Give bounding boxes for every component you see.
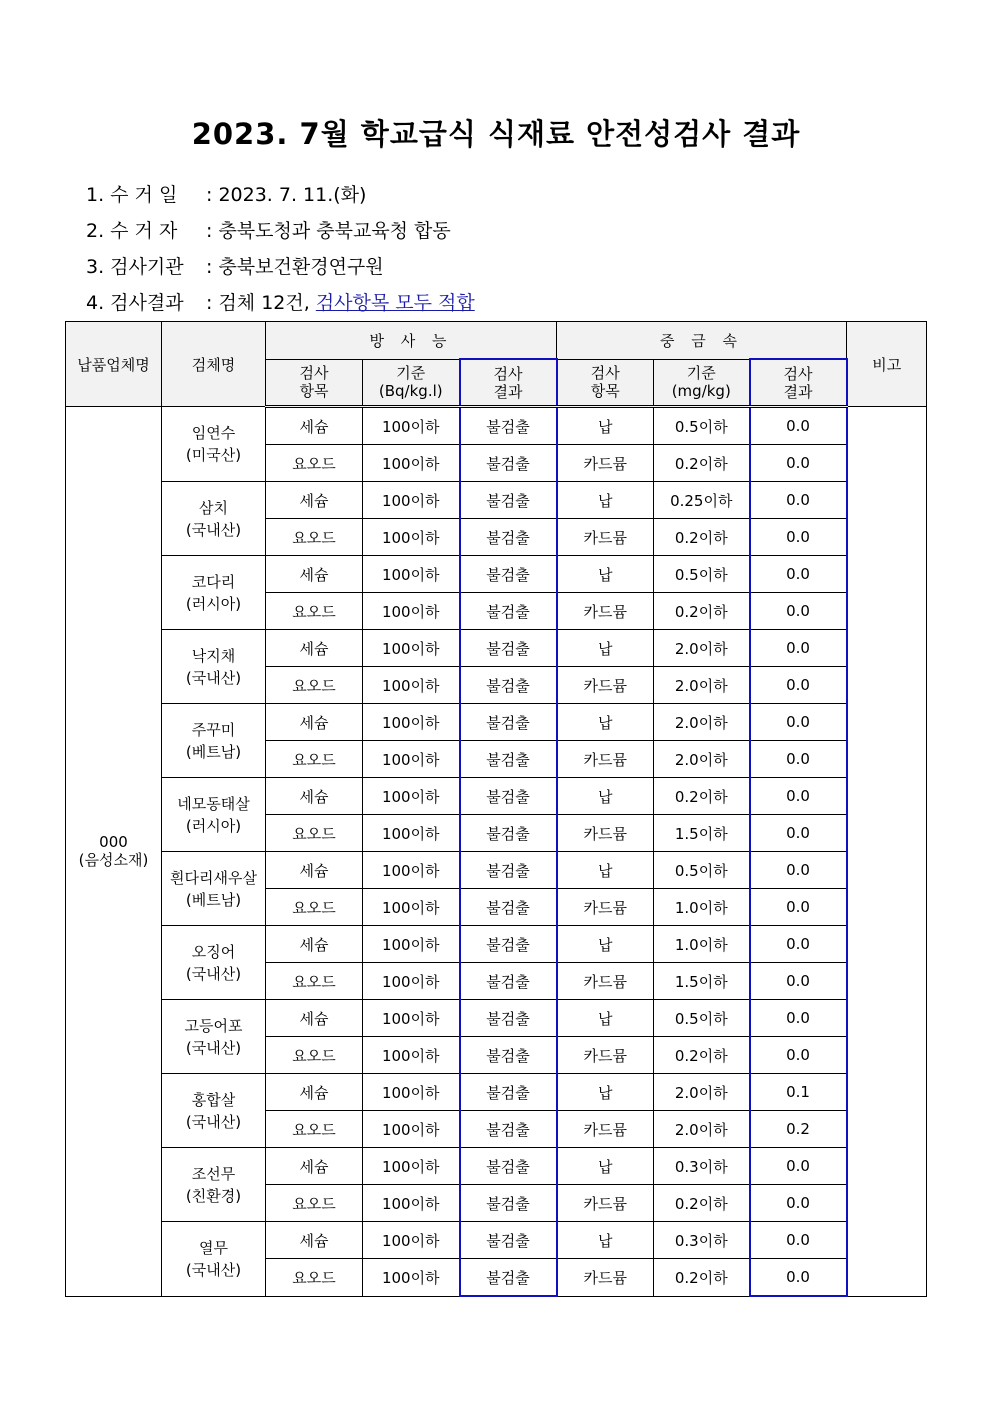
rad-result-cell: 불검출 — [460, 963, 557, 1000]
rad-result-cell: 불검출 — [460, 1111, 557, 1148]
hm-standard-cell: 2.0이하 — [654, 667, 750, 704]
table-row — [66, 704, 927, 741]
rad-standard-cell: 100이하 — [363, 963, 460, 1000]
hm-standard-cell: 0.2이하 — [654, 1037, 750, 1074]
rad-item-cell: 세슘 — [266, 630, 363, 667]
table-row — [66, 852, 927, 889]
hm-standard-cell: 1.0이하 — [654, 889, 750, 926]
rad-item-cell: 요오드 — [266, 667, 363, 704]
info-label: 2. 수 거 자 — [86, 220, 178, 242]
result-link[interactable]: 검사항목 모두 적합 — [315, 292, 475, 314]
hm-item-cell: 카드뮴 — [557, 593, 654, 630]
sample-origin: (친환경) — [185, 1186, 242, 1205]
hm-item-cell: 카드뮴 — [557, 1259, 654, 1297]
header-hm-standard: 기준 (mg/kg) — [654, 359, 750, 407]
rad-item-cell: 요오드 — [266, 741, 363, 778]
rad-standard-cell: 100이하 — [363, 482, 460, 519]
hm-item-cell: 납 — [557, 482, 654, 519]
rad-standard-cell: 100이하 — [363, 815, 460, 852]
hm-item-cell: 납 — [557, 926, 654, 963]
hm-standard-cell: 2.0이하 — [654, 630, 750, 667]
header-note: 비고 — [847, 322, 927, 407]
sample-name: 주꾸미 — [191, 720, 236, 739]
hm-result-cell: 0.0 — [750, 667, 847, 704]
rad-standard-cell: 100이하 — [363, 667, 460, 704]
results-table — [65, 321, 927, 1297]
header-radiation: 방 사 능 — [266, 322, 557, 360]
rad-item-cell: 세슘 — [266, 852, 363, 889]
rad-standard-cell: 100이하 — [363, 407, 460, 445]
sample-name: 코다리 — [191, 572, 236, 591]
sample-name-cell — [162, 1148, 266, 1222]
sample-origin: (국내산) — [185, 668, 242, 687]
results-body — [66, 407, 927, 1297]
info-label: 3. 검사기관 — [86, 256, 184, 278]
sample-name: 삼치 — [199, 498, 228, 517]
rad-standard-cell: 100이하 — [363, 556, 460, 593]
hm-result-cell: 0.0 — [750, 556, 847, 593]
hm-result-cell: 0.0 — [750, 778, 847, 815]
hm-standard-cell: 0.2이하 — [654, 519, 750, 556]
hm-item-cell: 납 — [557, 1148, 654, 1185]
hm-item-cell: 납 — [557, 630, 654, 667]
hm-standard-cell: 2.0이하 — [654, 704, 750, 741]
rad-item-cell: 세슘 — [266, 407, 363, 445]
info-line-lab — [86, 252, 384, 279]
sample-name-cell — [162, 778, 266, 852]
info-label: 4. 검사결과 — [86, 292, 184, 314]
sample-name-cell — [162, 1222, 266, 1297]
supplier-cell — [66, 407, 162, 1297]
hm-standard-cell: 0.2이하 — [654, 1259, 750, 1297]
rad-item-cell: 세슘 — [266, 1222, 363, 1259]
rad-item-cell: 요오드 — [266, 815, 363, 852]
hm-result-cell: 0.0 — [750, 1037, 847, 1074]
rad-standard-cell: 100이하 — [363, 889, 460, 926]
hm-item-cell: 카드뮴 — [557, 889, 654, 926]
sample-name-cell — [162, 1000, 266, 1074]
hm-result-cell: 0.0 — [750, 407, 847, 445]
rad-item-cell: 세슘 — [266, 482, 363, 519]
header-hm-result: 검사 결과 — [750, 359, 847, 407]
hm-item-cell: 카드뮴 — [557, 445, 654, 482]
hm-item-cell: 카드뮴 — [557, 815, 654, 852]
hm-result-cell: 0.0 — [750, 445, 847, 482]
rad-item-cell: 요오드 — [266, 1111, 363, 1148]
header-sample: 검체명 — [162, 322, 266, 407]
rad-item-cell: 세슘 — [266, 704, 363, 741]
hm-item-cell: 카드뮴 — [557, 1111, 654, 1148]
info-line-collector — [86, 216, 451, 243]
sample-origin: (국내산) — [185, 1038, 242, 1057]
table-row — [66, 1222, 927, 1259]
hm-item-cell: 카드뮴 — [557, 1037, 654, 1074]
sample-name: 열무 — [199, 1238, 228, 1257]
hm-result-cell: 0.0 — [750, 741, 847, 778]
rad-standard-cell: 100이하 — [363, 593, 460, 630]
hm-item-cell: 납 — [557, 407, 654, 445]
rad-result-cell: 불검출 — [460, 815, 557, 852]
supplier-name: 000 — [99, 833, 128, 852]
sample-name: 네모동태살 — [177, 794, 250, 813]
table-row — [66, 1074, 927, 1111]
rad-standard-cell: 100이하 — [363, 1111, 460, 1148]
rad-standard-cell: 100이하 — [363, 1222, 460, 1259]
rad-standard-cell: 100이하 — [363, 1074, 460, 1111]
sample-origin: (미국산) — [185, 446, 242, 464]
table-row — [66, 1000, 927, 1037]
rad-result-cell: 불검출 — [460, 519, 557, 556]
hm-result-cell: 0.0 — [750, 852, 847, 889]
sample-name: 조선무 — [191, 1164, 236, 1183]
page-title: 2023. 7월 학교급식 식재료 안전성검사 결과 — [191, 117, 801, 151]
hm-item-cell: 납 — [557, 556, 654, 593]
rad-standard-cell: 100이하 — [363, 852, 460, 889]
rad-result-cell: 불검출 — [460, 445, 557, 482]
hm-result-cell: 0.0 — [750, 482, 847, 519]
hm-standard-cell: 2.0이하 — [654, 1074, 750, 1111]
hm-standard-cell: 0.2이하 — [654, 1185, 750, 1222]
header-hm-item: 검사 항목 — [557, 359, 654, 407]
info-line-collection-date — [86, 180, 366, 207]
hm-result-cell: 0.0 — [750, 1259, 847, 1297]
sample-name: 고등어포 — [184, 1016, 243, 1035]
header-supplier: 납품업체명 — [66, 322, 162, 407]
rad-item-cell: 세슘 — [266, 1148, 363, 1185]
sample-origin: (국내산) — [185, 1112, 242, 1131]
hm-item-cell: 납 — [557, 704, 654, 741]
sample-origin: (국내산) — [185, 964, 242, 983]
rad-item-cell: 요오드 — [266, 593, 363, 630]
sample-name-cell — [162, 482, 266, 556]
table-row — [66, 1148, 927, 1185]
rad-result-cell: 불검출 — [460, 1074, 557, 1111]
table-row — [66, 630, 927, 667]
rad-result-cell: 불검출 — [460, 556, 557, 593]
rad-standard-cell: 100이하 — [363, 519, 460, 556]
table-row — [66, 482, 927, 519]
hm-item-cell: 납 — [557, 778, 654, 815]
rad-standard-cell: 100이하 — [363, 1185, 460, 1222]
hm-standard-cell: 2.0이하 — [654, 1111, 750, 1148]
sample-origin: (베트남) — [185, 890, 242, 909]
rad-standard-cell: 100이하 — [363, 778, 460, 815]
sample-name: 흰다리새우살 — [170, 868, 257, 887]
rad-result-cell: 불검출 — [460, 778, 557, 815]
rad-result-cell: 불검출 — [460, 889, 557, 926]
hm-item-cell: 납 — [557, 852, 654, 889]
hm-item-cell: 카드뮴 — [557, 667, 654, 704]
sample-origin: (베트남) — [185, 742, 242, 761]
hm-item-cell: 카드뮴 — [557, 1185, 654, 1222]
hm-standard-cell: 0.2이하 — [654, 593, 750, 630]
hm-standard-cell: 0.3이하 — [654, 1148, 750, 1185]
rad-item-cell: 요오드 — [266, 889, 363, 926]
header-rad-item: 검사 항목 — [266, 359, 363, 407]
hm-standard-cell: 0.5이하 — [654, 852, 750, 889]
hm-item-cell: 납 — [557, 1222, 654, 1259]
rad-standard-cell: 100이하 — [363, 926, 460, 963]
hm-result-cell: 0.0 — [750, 1222, 847, 1259]
sample-origin: (국내산) — [185, 520, 242, 539]
sample-name-cell — [162, 556, 266, 630]
rad-standard-cell: 100이하 — [363, 704, 460, 741]
sample-name-cell — [162, 704, 266, 778]
note-cell — [847, 407, 927, 1297]
hm-item-cell: 카드뮴 — [557, 519, 654, 556]
rad-standard-cell: 100이하 — [363, 630, 460, 667]
rad-result-cell: 불검출 — [460, 1259, 557, 1297]
rad-item-cell: 세슘 — [266, 1000, 363, 1037]
hm-result-cell: 0.0 — [750, 630, 847, 667]
sample-name: 낙지채 — [191, 646, 236, 665]
sample-name: 홍합살 — [191, 1090, 236, 1109]
sample-name-cell — [162, 852, 266, 926]
rad-item-cell: 요오드 — [266, 445, 363, 482]
hm-result-cell: 0.0 — [750, 704, 847, 741]
header-rad-result: 검사 결과 — [460, 359, 557, 407]
rad-result-cell: 불검출 — [460, 1148, 557, 1185]
rad-result-cell: 불검출 — [460, 741, 557, 778]
rad-result-cell: 불검출 — [460, 1000, 557, 1037]
sample-name-cell — [162, 926, 266, 1000]
hm-result-cell: 0.0 — [750, 1185, 847, 1222]
rad-item-cell: 요오드 — [266, 519, 363, 556]
rad-item-cell: 세슘 — [266, 926, 363, 963]
hm-standard-cell: 0.5이하 — [654, 556, 750, 593]
table-row — [66, 407, 927, 445]
rad-item-cell: 요오드 — [266, 1037, 363, 1074]
sample-name-cell — [162, 407, 266, 482]
hm-standard-cell: 0.3이하 — [654, 1222, 750, 1259]
rad-item-cell: 세슘 — [266, 1074, 363, 1111]
info-label: 1. 수 거 일 — [86, 184, 178, 206]
rad-standard-cell: 100이하 — [363, 1259, 460, 1297]
rad-standard-cell: 100이하 — [363, 741, 460, 778]
hm-result-cell: 0.0 — [750, 593, 847, 630]
supplier-location: (음성소재) — [78, 851, 149, 870]
hm-standard-cell: 2.0이하 — [654, 741, 750, 778]
hm-item-cell: 납 — [557, 1074, 654, 1111]
hm-result-cell: 0.1 — [750, 1074, 847, 1111]
hm-standard-cell: 0.25이하 — [654, 482, 750, 519]
sample-name-cell — [162, 1074, 266, 1148]
rad-result-cell: 불검출 — [460, 926, 557, 963]
rad-item-cell: 세슘 — [266, 556, 363, 593]
rad-item-cell: 요오드 — [266, 1185, 363, 1222]
hm-standard-cell: 0.5이하 — [654, 407, 750, 445]
info-line-result — [86, 288, 475, 315]
hm-result-cell: 0.0 — [750, 1148, 847, 1185]
rad-result-cell: 불검출 — [460, 704, 557, 741]
hm-result-cell: 0.0 — [750, 1000, 847, 1037]
header-heavy-metal: 중 금 속 — [557, 322, 847, 360]
rad-result-cell: 불검출 — [460, 1222, 557, 1259]
hm-result-cell: 0.0 — [750, 889, 847, 926]
sample-name: 임연수 — [191, 424, 236, 442]
hm-standard-cell: 1.5이하 — [654, 815, 750, 852]
rad-standard-cell: 100이하 — [363, 445, 460, 482]
sample-origin: (러시아) — [185, 816, 242, 835]
rad-result-cell: 불검출 — [460, 667, 557, 704]
header-rad-standard: 기준 (Bq/kg.l) — [363, 359, 460, 407]
info-value: : 충북도청과 충북교육청 합동 — [206, 220, 451, 242]
hm-result-cell: 0.2 — [750, 1111, 847, 1148]
rad-result-cell: 불검출 — [460, 852, 557, 889]
rad-result-cell: 불검출 — [460, 593, 557, 630]
hm-result-cell: 0.0 — [750, 815, 847, 852]
sample-name: 오징어 — [191, 942, 236, 961]
table-row — [66, 926, 927, 963]
hm-standard-cell: 1.5이하 — [654, 963, 750, 1000]
table-row — [66, 556, 927, 593]
sample-name-cell — [162, 630, 266, 704]
info-value: : 2023. 7. 11.(화) — [206, 184, 367, 206]
rad-result-cell: 불검출 — [460, 1037, 557, 1074]
rad-result-cell: 불검출 — [460, 1185, 557, 1222]
rad-result-cell: 불검출 — [460, 630, 557, 667]
hm-result-cell: 0.0 — [750, 926, 847, 963]
rad-standard-cell: 100이하 — [363, 1000, 460, 1037]
info-value: : 검체 12건, — [206, 292, 310, 314]
hm-standard-cell: 0.2이하 — [654, 778, 750, 815]
rad-item-cell: 요오드 — [266, 1259, 363, 1297]
info-value: : 충북보건환경연구원 — [206, 256, 384, 278]
hm-item-cell: 카드뮴 — [557, 741, 654, 778]
sample-origin: (러시아) — [185, 594, 242, 613]
rad-item-cell: 요오드 — [266, 963, 363, 1000]
rad-result-cell: 불검출 — [460, 482, 557, 519]
hm-item-cell: 납 — [557, 1000, 654, 1037]
rad-standard-cell: 100이하 — [363, 1148, 460, 1185]
rad-standard-cell: 100이하 — [363, 1037, 460, 1074]
hm-result-cell: 0.0 — [750, 519, 847, 556]
hm-standard-cell: 0.5이하 — [654, 1000, 750, 1037]
rad-item-cell: 세슘 — [266, 778, 363, 815]
hm-result-cell: 0.0 — [750, 963, 847, 1000]
rad-result-cell: 불검출 — [460, 407, 557, 445]
hm-standard-cell: 0.2이하 — [654, 445, 750, 482]
table-row — [66, 778, 927, 815]
sample-origin: (국내산) — [185, 1260, 242, 1279]
hm-standard-cell: 1.0이하 — [654, 926, 750, 963]
hm-item-cell: 카드뮴 — [557, 963, 654, 1000]
